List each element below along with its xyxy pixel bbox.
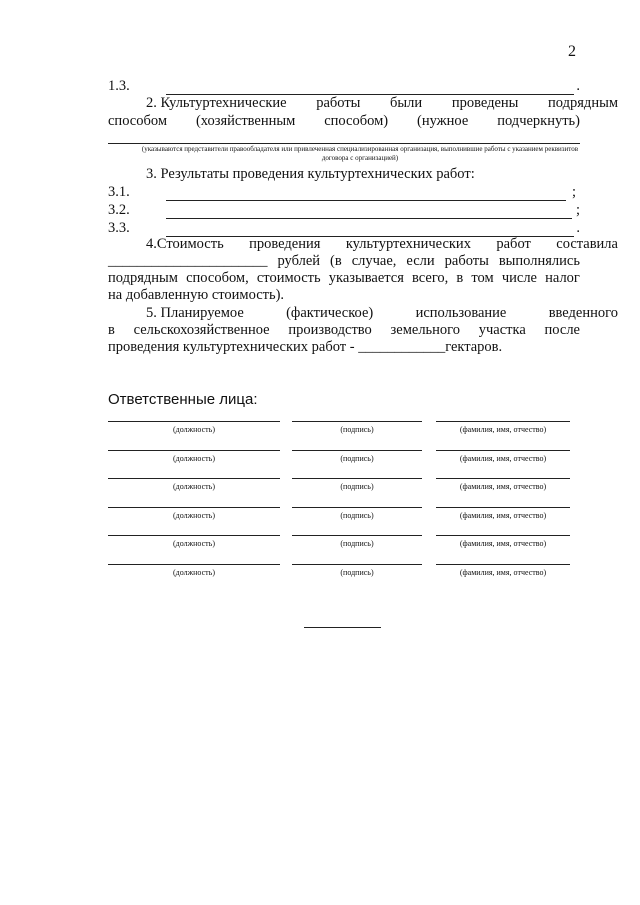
cost-blank[interactable]: ______________________ — [108, 253, 268, 269]
signature-field[interactable]: (подпись) — [292, 450, 422, 463]
word: составила — [556, 236, 618, 252]
word: в — [456, 270, 464, 286]
word: случае, — [351, 253, 397, 269]
word: выполнялись — [498, 253, 580, 269]
word: подчеркнуть) — [497, 113, 580, 129]
signature-field[interactable]: (подпись) — [292, 535, 422, 548]
signature-field[interactable]: (подпись) — [292, 478, 422, 491]
word: 4.Стоимость — [146, 236, 224, 252]
signature-row — [108, 535, 570, 555]
item-3-3-end: . — [576, 220, 580, 236]
contractor-line[interactable] — [108, 143, 580, 144]
position-field[interactable]: (должность) — [108, 421, 280, 434]
item-3-heading: 3. Результаты проведения культуртехнических работ: — [146, 166, 475, 182]
item-1-3-label: 1.3. — [108, 78, 130, 94]
word: всего, — [412, 270, 449, 286]
word: числе — [501, 270, 537, 286]
word: работы — [444, 253, 489, 269]
item-3-2-label: 3.2. — [108, 202, 130, 218]
position-field[interactable]: (должность) — [108, 478, 280, 491]
word: указывается — [328, 270, 404, 286]
word: налог — [545, 270, 580, 286]
signature-row — [108, 421, 570, 441]
word: участка — [478, 322, 526, 338]
word: проведения — [249, 236, 321, 252]
item-2-line-1 — [108, 95, 618, 112]
word: стоимость — [256, 270, 321, 286]
signature-row — [108, 450, 570, 470]
word: рублей — [277, 253, 321, 269]
word: производство — [288, 322, 372, 338]
word: способом, — [186, 270, 249, 286]
word: подрядным — [548, 95, 618, 111]
full-name-field[interactable]: (фамилия, имя, отчество) — [436, 421, 570, 434]
word: 2. Культуртехнические — [146, 95, 287, 111]
word: использование — [415, 305, 507, 321]
item-4-line-1 — [108, 236, 618, 253]
item-2-line-2 — [108, 113, 580, 130]
position-field[interactable]: (должность) — [108, 564, 280, 577]
word: (фактическое) — [286, 305, 374, 321]
word: 5. Планируемое — [146, 305, 244, 321]
item-4-line-4: на добавленную стоимость). — [108, 287, 285, 303]
word: если — [406, 253, 435, 269]
word: проведены — [451, 95, 519, 111]
full-name-field[interactable]: (фамилия, имя, отчество) — [436, 478, 570, 491]
word: культуртехнических — [345, 236, 471, 252]
item-5-line-3: проведения культуртехнических работ - ____________гектаров. — [108, 339, 503, 355]
full-name-field[interactable]: (фамилия, имя, отчество) — [436, 535, 570, 548]
signature-row — [108, 564, 570, 584]
item-3-1-label: 3.1. — [108, 184, 130, 200]
full-name-field[interactable]: (фамилия, имя, отчество) — [436, 450, 570, 463]
word: (в — [330, 253, 342, 269]
word: были — [390, 95, 423, 111]
signature-field[interactable]: (подпись) — [292, 564, 422, 577]
full-name-field[interactable]: (фамилия, имя, отчество) — [436, 507, 570, 520]
full-name-field[interactable]: (фамилия, имя, отчество) — [436, 564, 570, 577]
item-5-line-1 — [108, 305, 618, 322]
item-3-1-line[interactable] — [166, 200, 566, 201]
item-3-3-label: 3.3. — [108, 220, 130, 236]
item-4-line-3 — [108, 270, 580, 287]
word: работы — [316, 95, 361, 111]
position-field[interactable]: (должность) — [108, 535, 280, 548]
word: способом — [108, 113, 168, 129]
word: сельскохозяйственное — [133, 322, 270, 338]
item-4-line-2 — [108, 253, 580, 270]
signature-field[interactable]: (подпись) — [292, 507, 422, 520]
page-number: 2 — [568, 43, 576, 60]
contractor-note: (указываются представители правообладателя или привлеченная специализированная организация, выполнившие работы с указанием реквизитов договора с организацией) — [141, 145, 579, 162]
item-3-2-row — [108, 202, 580, 222]
word: земельного — [390, 322, 461, 338]
item-3-1-end: ; — [571, 184, 576, 200]
word: том — [471, 270, 494, 286]
footer-divider — [304, 627, 381, 628]
position-field[interactable]: (должность) — [108, 450, 280, 463]
signature-row — [108, 478, 570, 498]
signature-row — [108, 507, 570, 527]
responsible-title: Ответственные лица: — [108, 391, 258, 408]
word: (хозяйственным — [195, 113, 296, 129]
word: после — [544, 322, 580, 338]
item-3-2-line[interactable] — [166, 218, 572, 219]
item-5-line-2 — [108, 322, 580, 339]
word: (нужное — [417, 113, 469, 129]
item-3-1-row — [108, 184, 580, 204]
word: способом) — [324, 113, 389, 129]
word: работ — [496, 236, 531, 252]
item-1-3-end: . — [576, 78, 580, 94]
item-3-2-end: ; — [575, 202, 580, 218]
word: подрядным — [108, 270, 178, 286]
word: введенного — [548, 305, 618, 321]
position-field[interactable]: (должность) — [108, 507, 280, 520]
signature-field[interactable]: (подпись) — [292, 421, 422, 434]
word: в — [108, 322, 115, 338]
